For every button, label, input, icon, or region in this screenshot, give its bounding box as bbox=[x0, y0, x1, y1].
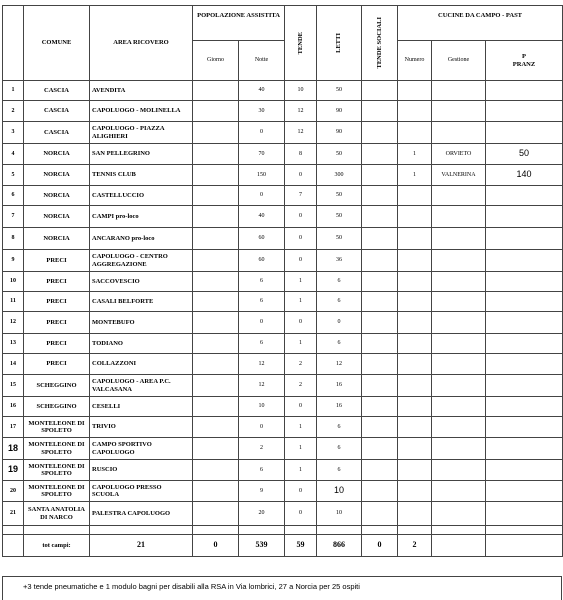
row-tende-sociali bbox=[362, 101, 398, 122]
row-tende-sociali bbox=[362, 397, 398, 417]
row-letti: 0 bbox=[317, 312, 362, 334]
row-giorno bbox=[193, 186, 239, 206]
row-giorno bbox=[193, 354, 239, 375]
table-row bbox=[3, 228, 563, 250]
row-tende: 0 bbox=[285, 165, 317, 186]
row-area: CASALI BELFORTE bbox=[90, 292, 193, 312]
row-number: 9 bbox=[3, 250, 24, 272]
row-pasti bbox=[486, 502, 563, 526]
row-comune: MONTELEONE DI SPOLETO bbox=[24, 438, 90, 460]
row-tende: 0 bbox=[285, 481, 317, 502]
row-numero bbox=[398, 312, 432, 334]
row-number: 20 bbox=[3, 481, 24, 502]
row-comune: PRECI bbox=[24, 292, 90, 312]
row-number: 18 bbox=[3, 438, 24, 460]
row-letti: 6 bbox=[317, 334, 362, 354]
row-giorno bbox=[193, 397, 239, 417]
row-gestione bbox=[432, 438, 486, 460]
row-giorno bbox=[193, 81, 239, 101]
row-tende: 8 bbox=[285, 144, 317, 165]
row-letti: 50 bbox=[317, 144, 362, 165]
row-comune: PRECI bbox=[24, 312, 90, 334]
row-letti: 90 bbox=[317, 101, 362, 122]
row-tende-sociali bbox=[362, 206, 398, 228]
row-tende: 0 bbox=[285, 397, 317, 417]
row-notte: 2 bbox=[239, 438, 285, 460]
row-number: 4 bbox=[3, 144, 24, 165]
row-numero bbox=[398, 460, 432, 481]
row-letti: 6 bbox=[317, 438, 362, 460]
row-letti: 10 bbox=[317, 481, 362, 502]
row-numero bbox=[398, 481, 432, 502]
header-popolazione: POPOLAZIONE ASSISTITA bbox=[193, 6, 285, 41]
row-number: 16 bbox=[3, 397, 24, 417]
row-number: 7 bbox=[3, 206, 24, 228]
row-area: CAMPI pro-loco bbox=[90, 206, 193, 228]
row-giorno bbox=[193, 481, 239, 502]
row-notte: 9 bbox=[239, 481, 285, 502]
row-gestione bbox=[432, 334, 486, 354]
row-tende: 0 bbox=[285, 312, 317, 334]
table-row bbox=[3, 397, 563, 417]
row-pasti: 50 bbox=[486, 144, 563, 165]
row-numero bbox=[398, 186, 432, 206]
row-letti: 300 bbox=[317, 165, 362, 186]
row-tende: 1 bbox=[285, 438, 317, 460]
row-comune: CASCIA bbox=[24, 81, 90, 101]
row-gestione bbox=[432, 502, 486, 526]
totals-notte: 539 bbox=[239, 535, 285, 557]
row-numero bbox=[398, 228, 432, 250]
row-comune: PRECI bbox=[24, 334, 90, 354]
row-numero: 1 bbox=[398, 144, 432, 165]
row-area: TRIVIO bbox=[90, 417, 193, 438]
row-pasti bbox=[486, 312, 563, 334]
table-row bbox=[3, 460, 563, 481]
totals-numero: 2 bbox=[398, 535, 432, 557]
row-tende-sociali bbox=[362, 312, 398, 334]
row-gestione bbox=[432, 481, 486, 502]
table-row bbox=[3, 250, 563, 272]
row-comune: PRECI bbox=[24, 354, 90, 375]
table-row bbox=[3, 292, 563, 312]
row-letti: 6 bbox=[317, 272, 362, 292]
header-index bbox=[3, 6, 24, 81]
row-giorno bbox=[193, 228, 239, 250]
row-area: TODIANO bbox=[90, 334, 193, 354]
row-area: CESELLI bbox=[90, 397, 193, 417]
row-tende: 0 bbox=[285, 250, 317, 272]
totals-tende: 59 bbox=[285, 535, 317, 557]
row-tende-sociali bbox=[362, 272, 398, 292]
row-number: 1 bbox=[3, 81, 24, 101]
row-tende-sociali bbox=[362, 81, 398, 101]
row-letti: 50 bbox=[317, 228, 362, 250]
row-number: 3 bbox=[3, 122, 24, 144]
row-pasti bbox=[486, 186, 563, 206]
row-tende-sociali bbox=[362, 186, 398, 206]
row-letti: 10 bbox=[317, 502, 362, 526]
row-letti: 16 bbox=[317, 397, 362, 417]
row-pasti: 140 bbox=[486, 165, 563, 186]
row-notte: 6 bbox=[239, 460, 285, 481]
table-row bbox=[3, 165, 563, 186]
totals-area: 21 bbox=[90, 535, 193, 557]
row-tende: 1 bbox=[285, 272, 317, 292]
table-row bbox=[3, 438, 563, 460]
row-notte: 40 bbox=[239, 81, 285, 101]
row-giorno bbox=[193, 165, 239, 186]
row-gestione bbox=[432, 375, 486, 397]
row-comune: NORCIA bbox=[24, 144, 90, 165]
row-comune: PRECI bbox=[24, 272, 90, 292]
row-notte: 0 bbox=[239, 122, 285, 144]
row-gestione bbox=[432, 101, 486, 122]
row-giorno bbox=[193, 312, 239, 334]
header-tende: TENDE bbox=[285, 6, 317, 81]
header-letti: LETTI bbox=[317, 6, 362, 81]
row-number: 10 bbox=[3, 272, 24, 292]
header-comune: COMUNE bbox=[24, 6, 90, 81]
row-notte: 30 bbox=[239, 101, 285, 122]
header-gestione: Gestione bbox=[432, 41, 486, 81]
row-tende: 1 bbox=[285, 292, 317, 312]
row-area: PALESTRA CAPOLUOGO bbox=[90, 502, 193, 526]
row-numero bbox=[398, 438, 432, 460]
row-tende: 1 bbox=[285, 417, 317, 438]
row-notte: 70 bbox=[239, 144, 285, 165]
row-tende: 0 bbox=[285, 502, 317, 526]
row-tende: 0 bbox=[285, 206, 317, 228]
row-area: SAN PELLEGRINO bbox=[90, 144, 193, 165]
row-tende: 2 bbox=[285, 354, 317, 375]
row-giorno bbox=[193, 417, 239, 438]
table-row bbox=[3, 206, 563, 228]
spacer-row bbox=[3, 526, 563, 535]
row-giorno bbox=[193, 272, 239, 292]
row-numero bbox=[398, 334, 432, 354]
row-comune: PRECI bbox=[24, 250, 90, 272]
row-tende-sociali bbox=[362, 144, 398, 165]
row-numero: 1 bbox=[398, 165, 432, 186]
row-letti: 12 bbox=[317, 354, 362, 375]
row-numero bbox=[398, 81, 432, 101]
row-tende: 10 bbox=[285, 81, 317, 101]
row-area: COLLAZZONI bbox=[90, 354, 193, 375]
row-letti: 90 bbox=[317, 122, 362, 144]
header-pasti: P PRANZ bbox=[486, 41, 563, 81]
row-tende-sociali bbox=[362, 375, 398, 397]
table-row bbox=[3, 354, 563, 375]
row-tende-sociali bbox=[362, 334, 398, 354]
row-area: CAMPO SPORTIVO CAPOLUOGO bbox=[90, 438, 193, 460]
row-giorno bbox=[193, 375, 239, 397]
row-notte: 12 bbox=[239, 375, 285, 397]
row-numero bbox=[398, 292, 432, 312]
row-gestione bbox=[432, 460, 486, 481]
row-giorno bbox=[193, 122, 239, 144]
row-giorno bbox=[193, 292, 239, 312]
row-notte: 0 bbox=[239, 417, 285, 438]
row-number: 6 bbox=[3, 186, 24, 206]
row-tende-sociali bbox=[362, 460, 398, 481]
row-giorno bbox=[193, 334, 239, 354]
row-gestione bbox=[432, 397, 486, 417]
row-letti: 16 bbox=[317, 375, 362, 397]
row-number: 12 bbox=[3, 312, 24, 334]
row-notte: 6 bbox=[239, 272, 285, 292]
row-notte: 0 bbox=[239, 312, 285, 334]
row-pasti bbox=[486, 334, 563, 354]
row-area: CAPOLUOGO - PIAZZA ALIGHIERI bbox=[90, 122, 193, 144]
row-comune: NORCIA bbox=[24, 165, 90, 186]
row-number: 14 bbox=[3, 354, 24, 375]
row-tende-sociali bbox=[362, 228, 398, 250]
header-numero: Numero bbox=[398, 41, 432, 81]
row-pasti bbox=[486, 375, 563, 397]
row-gestione bbox=[432, 417, 486, 438]
row-letti: 50 bbox=[317, 206, 362, 228]
row-number: 21 bbox=[3, 502, 24, 526]
row-pasti bbox=[486, 397, 563, 417]
row-number: 15 bbox=[3, 375, 24, 397]
row-notte: 20 bbox=[239, 502, 285, 526]
row-gestione: VALNERINA bbox=[432, 165, 486, 186]
table-row bbox=[3, 122, 563, 144]
shelter-table bbox=[2, 5, 563, 557]
row-numero bbox=[398, 206, 432, 228]
table-row bbox=[3, 417, 563, 438]
row-pasti bbox=[486, 292, 563, 312]
row-comune: NORCIA bbox=[24, 228, 90, 250]
row-tende-sociali bbox=[362, 122, 398, 144]
row-notte: 60 bbox=[239, 250, 285, 272]
row-numero bbox=[398, 354, 432, 375]
row-notte: 10 bbox=[239, 397, 285, 417]
row-giorno bbox=[193, 101, 239, 122]
row-numero bbox=[398, 122, 432, 144]
row-notte: 6 bbox=[239, 334, 285, 354]
table-row bbox=[3, 502, 563, 526]
table-row bbox=[3, 481, 563, 502]
row-area: RUSCIO bbox=[90, 460, 193, 481]
row-comune: CASCIA bbox=[24, 122, 90, 144]
row-notte: 6 bbox=[239, 292, 285, 312]
row-tende-sociali bbox=[362, 502, 398, 526]
row-gestione bbox=[432, 186, 486, 206]
row-numero bbox=[398, 417, 432, 438]
row-area: TENNIS CLUB bbox=[90, 165, 193, 186]
row-gestione bbox=[432, 122, 486, 144]
row-gestione bbox=[432, 250, 486, 272]
table-row bbox=[3, 272, 563, 292]
row-pasti bbox=[486, 481, 563, 502]
header-cucine: CUCINE DA CAMPO - PAST bbox=[398, 6, 563, 41]
row-tende-sociali bbox=[362, 292, 398, 312]
row-gestione bbox=[432, 292, 486, 312]
row-letti: 6 bbox=[317, 292, 362, 312]
row-pasti bbox=[486, 228, 563, 250]
row-notte: 0 bbox=[239, 186, 285, 206]
totals-label: tot campi: bbox=[24, 535, 90, 557]
row-pasti bbox=[486, 101, 563, 122]
row-numero bbox=[398, 397, 432, 417]
row-notte: 60 bbox=[239, 228, 285, 250]
row-area: CAPOLUOGO - MOLINELLA bbox=[90, 101, 193, 122]
row-comune: MONTELEONE DI SPOLETO bbox=[24, 481, 90, 502]
row-area: CASTELLUCCIO bbox=[90, 186, 193, 206]
row-tende: 0 bbox=[285, 228, 317, 250]
row-gestione: ORVIETO bbox=[432, 144, 486, 165]
row-comune: SCHEGGINO bbox=[24, 397, 90, 417]
table-body bbox=[3, 81, 563, 526]
row-pasti bbox=[486, 250, 563, 272]
row-comune: SANTA ANATOLIA DI NARCO bbox=[24, 502, 90, 526]
row-numero bbox=[398, 272, 432, 292]
row-area: SACCOVESCIO bbox=[90, 272, 193, 292]
row-comune: MONTELEONE DI SPOLETO bbox=[24, 460, 90, 481]
row-giorno bbox=[193, 460, 239, 481]
header-tende-sociali: TENDE SOCIALI bbox=[362, 6, 398, 81]
row-letti: 36 bbox=[317, 250, 362, 272]
row-number: 2 bbox=[3, 101, 24, 122]
totals-letti: 866 bbox=[317, 535, 362, 557]
row-number: 17 bbox=[3, 417, 24, 438]
row-area: CAPOLUOGO PRESSO SCUOLA bbox=[90, 481, 193, 502]
row-gestione bbox=[432, 228, 486, 250]
row-numero bbox=[398, 101, 432, 122]
row-pasti bbox=[486, 81, 563, 101]
row-gestione bbox=[432, 272, 486, 292]
row-tende-sociali bbox=[362, 481, 398, 502]
totals-row bbox=[3, 535, 563, 557]
totals-tende-sociali: 0 bbox=[362, 535, 398, 557]
header-area: AREA RICOVERO bbox=[90, 6, 193, 81]
row-tende-sociali bbox=[362, 250, 398, 272]
row-letti: 6 bbox=[317, 460, 362, 481]
row-number: 8 bbox=[3, 228, 24, 250]
row-letti: 6 bbox=[317, 417, 362, 438]
row-number: 19 bbox=[3, 460, 24, 481]
table-row bbox=[3, 312, 563, 334]
table-row bbox=[3, 375, 563, 397]
row-pasti bbox=[486, 460, 563, 481]
row-tende: 7 bbox=[285, 186, 317, 206]
row-tende-sociali bbox=[362, 165, 398, 186]
row-giorno bbox=[193, 250, 239, 272]
row-gestione bbox=[432, 206, 486, 228]
row-numero bbox=[398, 250, 432, 272]
row-area: ANCARANO pro-loco bbox=[90, 228, 193, 250]
row-comune: MONTELEONE DI SPOLETO bbox=[24, 417, 90, 438]
header-giorno: Giorno bbox=[193, 41, 239, 81]
row-giorno bbox=[193, 144, 239, 165]
table-row bbox=[3, 101, 563, 122]
header-notte: Notte bbox=[239, 41, 285, 81]
row-number: 11 bbox=[3, 292, 24, 312]
row-tende-sociali bbox=[362, 354, 398, 375]
row-number: 13 bbox=[3, 334, 24, 354]
row-gestione bbox=[432, 81, 486, 101]
row-pasti bbox=[486, 272, 563, 292]
row-tende: 1 bbox=[285, 460, 317, 481]
row-comune: NORCIA bbox=[24, 206, 90, 228]
table-row bbox=[3, 334, 563, 354]
row-letti: 50 bbox=[317, 81, 362, 101]
table-row bbox=[3, 186, 563, 206]
row-notte: 40 bbox=[239, 206, 285, 228]
row-numero bbox=[398, 502, 432, 526]
row-notte: 12 bbox=[239, 354, 285, 375]
row-tende: 1 bbox=[285, 334, 317, 354]
row-number: 5 bbox=[3, 165, 24, 186]
row-tende-sociali bbox=[362, 417, 398, 438]
row-comune: CASCIA bbox=[24, 101, 90, 122]
row-area: CAPOLUOGO - AREA P.C. VALCASANA bbox=[90, 375, 193, 397]
row-numero bbox=[398, 375, 432, 397]
footnote: +3 tende pneumatiche e 1 modulo bagni per disabili alla RSA in Via lombrici, 27 a Norcia per 25 ospiti bbox=[2, 576, 562, 600]
row-pasti bbox=[486, 417, 563, 438]
row-area: MONTEBUFO bbox=[90, 312, 193, 334]
row-pasti bbox=[486, 354, 563, 375]
row-tende: 12 bbox=[285, 122, 317, 144]
table-row bbox=[3, 144, 563, 165]
row-giorno bbox=[193, 502, 239, 526]
row-area: CAPOLUOGO - CENTRO AGGREGAZIONE bbox=[90, 250, 193, 272]
row-tende: 2 bbox=[285, 375, 317, 397]
row-pasti bbox=[486, 206, 563, 228]
row-tende: 12 bbox=[285, 101, 317, 122]
totals-giorno: 0 bbox=[193, 535, 239, 557]
row-gestione bbox=[432, 312, 486, 334]
row-pasti bbox=[486, 438, 563, 460]
table-row bbox=[3, 81, 563, 101]
row-notte: 150 bbox=[239, 165, 285, 186]
row-pasti bbox=[486, 122, 563, 144]
row-area: AVENDITA bbox=[90, 81, 193, 101]
row-giorno bbox=[193, 206, 239, 228]
row-letti: 50 bbox=[317, 186, 362, 206]
row-comune: NORCIA bbox=[24, 186, 90, 206]
row-giorno bbox=[193, 438, 239, 460]
row-comune: SCHEGGINO bbox=[24, 375, 90, 397]
row-tende-sociali bbox=[362, 438, 398, 460]
row-gestione bbox=[432, 354, 486, 375]
